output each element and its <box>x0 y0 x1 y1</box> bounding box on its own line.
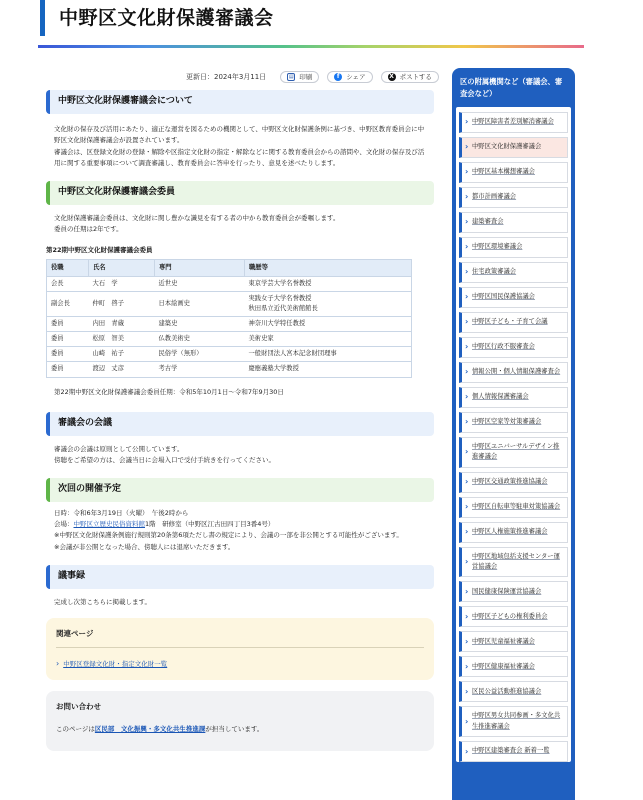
section-heading-minutes: 議事録 <box>46 565 434 589</box>
cell-career: 慶應義塾大学教授 <box>245 362 412 377</box>
section-heading-next: 次回の開催予定 <box>46 478 434 502</box>
print-label: 印刷 <box>299 72 313 81</box>
updated-date: 更新日：2024年3月11日 <box>186 72 267 81</box>
sidebar-item-label: › 住宅政策審議会 <box>472 268 517 276</box>
meetings-paragraph-2: 傍聴をご希望の方は、会議当日に会場入口で受付手続きを行ってください。 <box>54 456 275 465</box>
sidebar-item[interactable] <box>459 337 568 358</box>
sidebar-item[interactable] <box>459 497 568 518</box>
cell-field: 民俗学（無形） <box>155 347 245 362</box>
sidebar-item-label: › 中野区子どもの権利委員会 <box>472 612 548 620</box>
table-row <box>47 332 412 347</box>
cell-role: 副会長 <box>47 292 89 317</box>
sidebar-item[interactable] <box>459 262 568 283</box>
minutes-text: 完成し次第こちらに掲載します。 <box>54 598 151 607</box>
sidebar-item[interactable] <box>459 472 568 493</box>
sidebar-item-label: › 中野区児童福祉審議会 <box>472 637 535 645</box>
sidebar-item[interactable] <box>459 162 568 183</box>
sidebar-item-label: › 中野区子ども・子育て会議 <box>472 318 548 326</box>
facebook-share-button[interactable] <box>327 71 372 83</box>
table-row <box>47 347 412 362</box>
x-post-button[interactable] <box>381 71 439 83</box>
sidebar-item-label: › 中野区行政不服審査会 <box>472 343 535 351</box>
sidebar-item-label: › 中野区国民保護協議会 <box>472 293 535 301</box>
sidebar-item[interactable] <box>459 581 568 602</box>
column-header-field: 専門 <box>155 260 245 277</box>
cell-career: 実践女子大学名誉教授 秋田県立近代美術館館長 <box>245 292 412 317</box>
sidebar-item-label: › 中野区健康福祉審議会 <box>472 662 535 670</box>
meetings-text <box>46 444 434 467</box>
cell-name: 山崎 祐子 <box>89 347 155 362</box>
sidebar-item[interactable] <box>459 237 568 258</box>
next-meeting-note-1: ※中野区文化財保護条例施行規則第20条第6項ただし書の規定により、会議の一部を非公開とする可能性がございます。 <box>54 531 403 540</box>
contact-box <box>46 691 434 751</box>
members-paragraph-1: 文化財保護審議会委員は、文化財に関し豊かな識見を有する者の中から教育委員会が委嘱します。 <box>54 213 340 222</box>
contact-prefix: このページは <box>56 725 95 734</box>
x-icon: X <box>389 73 394 80</box>
members-paragraph-2: 委員の任期は2年です。 <box>54 224 123 233</box>
sidebar-item-label: › 中野区男女共同参画・多文化共生推進審議会 <box>472 712 561 730</box>
sidebar-item-label: › 都市計画審議会 <box>472 193 517 201</box>
cell-career: 神奈川大学特任教授 <box>245 317 412 332</box>
section-heading-meetings: 審議会の会議 <box>46 412 434 436</box>
cell-role: 会長 <box>47 277 89 292</box>
related-pages-box <box>46 618 434 680</box>
cell-career: 東京学芸大学名誉教授 <box>245 277 412 292</box>
sidebar-item-label: › 建築審査会 <box>472 218 504 226</box>
next-meeting-text <box>46 508 434 554</box>
sidebar-item[interactable] <box>459 137 568 158</box>
contact-suffix: が担当しています。 <box>205 725 264 734</box>
cell-name: 渡辺 丈彦 <box>89 362 155 377</box>
sidebar-item[interactable] <box>459 412 568 433</box>
chevron-right-icon: › <box>56 659 60 669</box>
sidebar-item[interactable] <box>459 312 568 333</box>
sidebar-item[interactable] <box>459 112 568 133</box>
sidebar-item-label: › 個人情報保護審議会 <box>472 393 529 401</box>
cell-role: 委員 <box>47 317 89 332</box>
sidebar-item-label: › 中野区交通政策推進協議会 <box>472 477 548 485</box>
sidebar-item-label: › 情報公開・個人情報保護審査会 <box>472 368 561 376</box>
sidebar-heading: 区の附属機関など（審議会、審査会など） <box>460 77 563 99</box>
table-row <box>47 292 412 317</box>
members-table-caption: 第22期中野区文化財保護審議会委員 <box>46 246 153 255</box>
sidebar <box>452 68 575 800</box>
cell-field: 近世史 <box>155 277 245 292</box>
section-heading-members: 中野区文化財保護審議会委員 <box>46 181 434 205</box>
sidebar-item-label: › 中野区文化財保護審議会 <box>472 143 542 151</box>
facebook-icon: f <box>334 73 342 81</box>
table-row <box>47 317 412 332</box>
cell-career: 一般財団法人宮本記念財団理事 <box>245 347 412 362</box>
post-label: ポストする <box>399 72 432 81</box>
meta-bar <box>186 71 439 83</box>
meetings-paragraph-1: 審議会の会議は原則として公開しています。 <box>54 444 184 453</box>
sidebar-item-label: › 中野区建築審査会 新着一覧 <box>472 747 550 755</box>
sidebar-item[interactable] <box>459 187 568 208</box>
members-table <box>46 259 412 377</box>
cell-role: 委員 <box>47 332 89 347</box>
members-text <box>46 213 434 236</box>
cell-role: 委員 <box>47 347 89 362</box>
cell-name: 大石 学 <box>89 277 155 292</box>
column-header-career: 職歴等 <box>245 260 412 277</box>
share-label: シェア <box>346 72 366 81</box>
cell-name: 内田 青蔵 <box>89 317 155 332</box>
sidebar-item-label: › 中野区自転車等駐車対策協議会 <box>472 502 561 510</box>
members-table-header <box>47 260 412 277</box>
sidebar-item-label: › 中野区ユニバーサルデザイン推進審議会 <box>472 442 560 461</box>
table-row <box>47 277 412 292</box>
sidebar-item[interactable] <box>459 656 568 677</box>
sidebar-item[interactable] <box>459 681 568 702</box>
sidebar-item[interactable] <box>459 631 568 652</box>
sidebar-item[interactable] <box>459 212 568 233</box>
page-title: 中野区文化財保護審議会 <box>59 7 274 29</box>
sidebar-item[interactable] <box>459 522 568 543</box>
venue-link[interactable]: 中野区立歴史民俗資料館 <box>73 520 145 528</box>
cell-field: 考古学 <box>155 362 245 377</box>
table-row <box>47 362 412 377</box>
venue-suffix: 1階 研修室（中野区江古田四丁目3番4号） <box>145 520 275 528</box>
sidebar-item-label: › 中野区空家等対策審議会 <box>472 418 542 426</box>
next-meeting-date: 日時：令和6年3月19日（火曜） 午後2時から <box>54 508 189 517</box>
related-link[interactable]: 中野区登録文化財・指定文化財一覧 <box>63 660 168 669</box>
about-paragraph-1: 文化財の保存及び活用にあたり、適正な運営を図るための機関として、中野区文化財保護条例に基づき、中野区教育委員会に中野区文化財保護審議会が設置されています。 <box>54 125 425 145</box>
column-header-name: 氏名 <box>89 260 155 277</box>
cell-role: 委員 <box>47 362 89 377</box>
print-button[interactable] <box>280 71 319 83</box>
sidebar-item-label: › 中野区環境審議会 <box>472 243 523 251</box>
sidebar-item-label: › 中野区基本構想審議会 <box>472 168 535 176</box>
sidebar-list <box>456 107 571 762</box>
sidebar-item[interactable] <box>459 741 568 762</box>
contact-text <box>56 724 424 734</box>
sidebar-item-label: › 中野区障害者差別解消審議会 <box>472 118 554 126</box>
about-text <box>46 124 434 170</box>
cell-field: 仏教美術史 <box>155 332 245 347</box>
related-link-item[interactable] <box>56 658 424 670</box>
next-meeting-note-2: ※会議が非公開となった場合、傍聴人には退席いただきます。 <box>54 542 235 551</box>
sidebar-item-label: › 区民公益活動推進協議会 <box>472 687 542 695</box>
sidebar-item[interactable] <box>459 287 568 308</box>
sidebar-item-label: › 中野区地域包括支援センター運営協議会 <box>472 552 560 570</box>
column-header-role: 役職 <box>47 260 89 277</box>
contact-link[interactable]: 区民部 文化振興・多文化共生推進課 <box>94 725 206 734</box>
section-heading-about: 中野区文化財保護審議会について <box>46 90 434 114</box>
next-meeting-venue <box>54 519 426 530</box>
cell-field: 日本絵画史 <box>155 292 245 317</box>
sidebar-item[interactable] <box>459 387 568 408</box>
print-icon: ▤ <box>288 74 294 80</box>
venue-prefix: 会場： <box>54 520 74 528</box>
sidebar-item[interactable] <box>459 606 568 627</box>
sidebar-item-label: › 中野区人権施策推進審議会 <box>472 527 548 535</box>
sidebar-item-label: › 国民健康保険運営協議会 <box>472 587 542 595</box>
sidebar-item[interactable] <box>459 437 568 468</box>
page-title-block <box>40 0 600 36</box>
members-term: 第22期中野区文化財保護審議会委員任期：令和5年10月1日～令和7年9月30日 <box>54 387 284 396</box>
cell-career: 美術史家 <box>245 332 412 347</box>
sidebar-item[interactable] <box>459 706 568 737</box>
contact-heading: お問い合わせ <box>56 701 101 711</box>
sidebar-item[interactable] <box>459 362 568 383</box>
sidebar-item[interactable] <box>459 547 568 578</box>
cell-name: 松原 智美 <box>89 332 155 347</box>
about-paragraph-2: 審議会は、区登録文化財の登録・解除や区指定文化財の指定・解除などに関する教育委員会からの諮問や、文化財の保存及び活用に関する重要事項について調査審議し、教育委員会に答申を行ったり、意見を述べたりします。 <box>54 147 425 168</box>
cell-field: 建築史 <box>155 317 245 332</box>
main-content <box>46 90 434 751</box>
related-pages-heading: 関連ページ <box>56 628 424 649</box>
header-divider <box>38 45 584 48</box>
cell-name: 仲町 啓子 <box>89 292 155 317</box>
